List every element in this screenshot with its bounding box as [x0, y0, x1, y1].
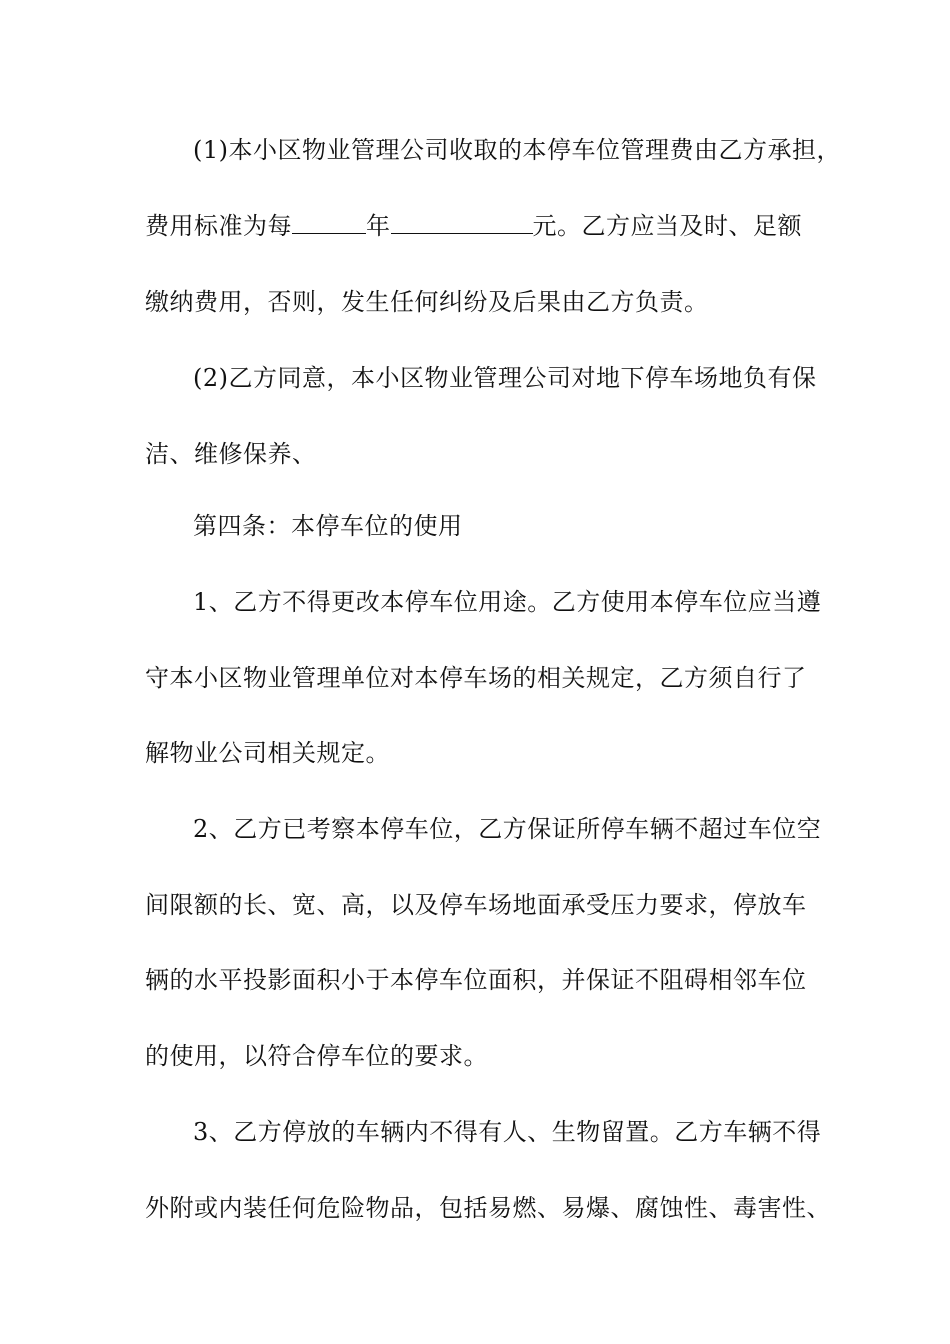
clause-2-line-4: 的使用，以符合停车位的要求。 [145, 1042, 488, 1070]
clause-3-line-2: 外附或内装任何危险物品，包括易燃、易爆、腐蚀性、毒害性、 [145, 1194, 831, 1222]
clause-2-line-1: 2、乙方已考察本停车位，乙方保证所停车辆不超过车位空 [193, 815, 822, 843]
article-4-heading: 第四条：本停车位的使用 [193, 512, 463, 540]
amount-text: 元。乙方应当及时、足额 [532, 212, 802, 240]
paragraph-1-line-1: (1)本小区物业管理公司收取的本停车位管理费由乙方承担， [193, 136, 841, 164]
year-text: 年 [366, 212, 391, 240]
paragraph-1-line-3: 缴纳费用，否则，发生任何纠纷及后果由乙方负责。 [145, 288, 709, 316]
year-blank [292, 211, 366, 234]
clause-2-line-2: 间限额的长、宽、高，以及停车场地面承受压力要求，停放车 [145, 891, 807, 919]
paragraph-2-line-1: (2)乙方同意，本小区物业管理公司对地下停车场地负有保 [193, 364, 817, 392]
amount-blank [391, 211, 533, 234]
clause-3-line-1: 3、乙方停放的车辆内不得有人、生物留置。乙方车辆不得 [193, 1118, 822, 1146]
paragraph-2-line-2: 洁、维修保养、 [145, 440, 317, 468]
clause-1-line-2: 守本小区物业管理单位对本停车场的相关规定，乙方须自行了 [145, 664, 807, 692]
clause-2-line-3: 辆的水平投影面积小于本停车位面积，并保证不阻碍相邻车位 [145, 966, 807, 994]
clause-1-line-1: 1、乙方不得更改本停车位用途。乙方使用本停车位应当遵 [193, 588, 822, 616]
paragraph-1-line-2 [145, 209, 845, 243]
fee-standard-text: 费用标准为每 [145, 212, 292, 240]
clause-1-line-3: 解物业公司相关规定。 [145, 739, 390, 767]
